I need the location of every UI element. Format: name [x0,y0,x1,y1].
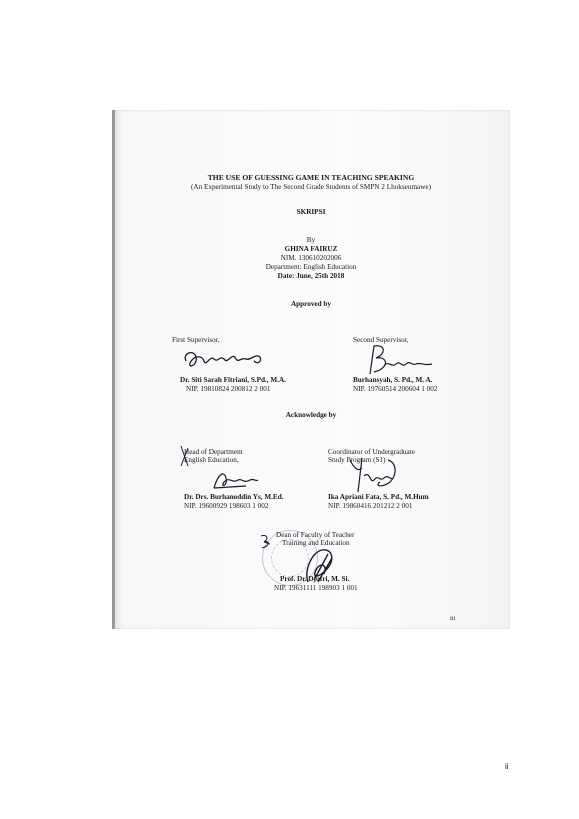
head-initial-mark [178,444,192,470]
department: Department: English Education [265,263,357,271]
first-supervisor-nip: NIP. 19810824 200812 2 001 [186,385,271,393]
document-type: SKRIPSI [296,208,326,216]
author-nim: NIM. 130610202006 [280,254,342,262]
coordinator-role-line1: Coordinator of Undergraduate [328,448,415,456]
page-number: ii [505,762,509,771]
dean-role-line1: Dean of Faculty of Teacher [276,531,355,539]
approved-heading: Approved by [290,300,331,308]
dean-initial-mark [258,532,274,550]
first-supervisor-name: Dr. Siti Sarah Fitriani, S.Pd., M.A. [180,376,286,384]
by-label: By [306,236,316,244]
head-role-line1: Head of Department [184,448,243,456]
scanned-page [112,110,510,629]
author-name: GHINA FAIRUZ [284,245,338,253]
second-supervisor-signature [362,342,442,378]
head-name: Dr. Drs. Burhanoddin Ys, M.Ed. [184,493,284,501]
coordinator-nip: NIP. 19860416 201212 2 001 [328,502,413,510]
second-supervisor-name: Burhansyah, S. Pd., M. A. [353,376,433,384]
coordinator-role-line2: Study Program (S1) [328,456,386,464]
second-supervisor-role: Second Supervisor, [353,336,409,344]
first-supervisor-role: First Supervisor, [172,336,220,344]
dean-role-line2: Training and Education [282,539,350,547]
head-signature [210,466,260,492]
thesis-subtitle: (An Experimental Study to The Second Grade Students of SMPN 2 Lhokseumawe) [190,183,431,191]
coordinator-name: Ika Apriani Fata, S. Pd., M.Hum [328,493,429,501]
date: Date: June, 25th 2018 [277,272,345,280]
dean-nip: NIP. 19631111 198903 1 001 [274,584,358,592]
coordinator-signature [344,454,404,496]
second-supervisor-nip: NIP. 19760514 200604 1 002 [353,385,438,393]
first-supervisor-signature [180,343,270,375]
thesis-title: THE USE OF GUESSING GAME IN TEACHING SPEAKING [207,173,415,182]
dean-name: Prof. Dr. Djufri, M. Si. [280,575,350,583]
acknowledge-heading: Acknowledge by [285,411,337,419]
scan-page-number: iii [450,615,456,622]
head-nip: NIP. 19600929 198603 1 002 [184,502,269,510]
head-role-line2: English Education, [184,456,239,464]
